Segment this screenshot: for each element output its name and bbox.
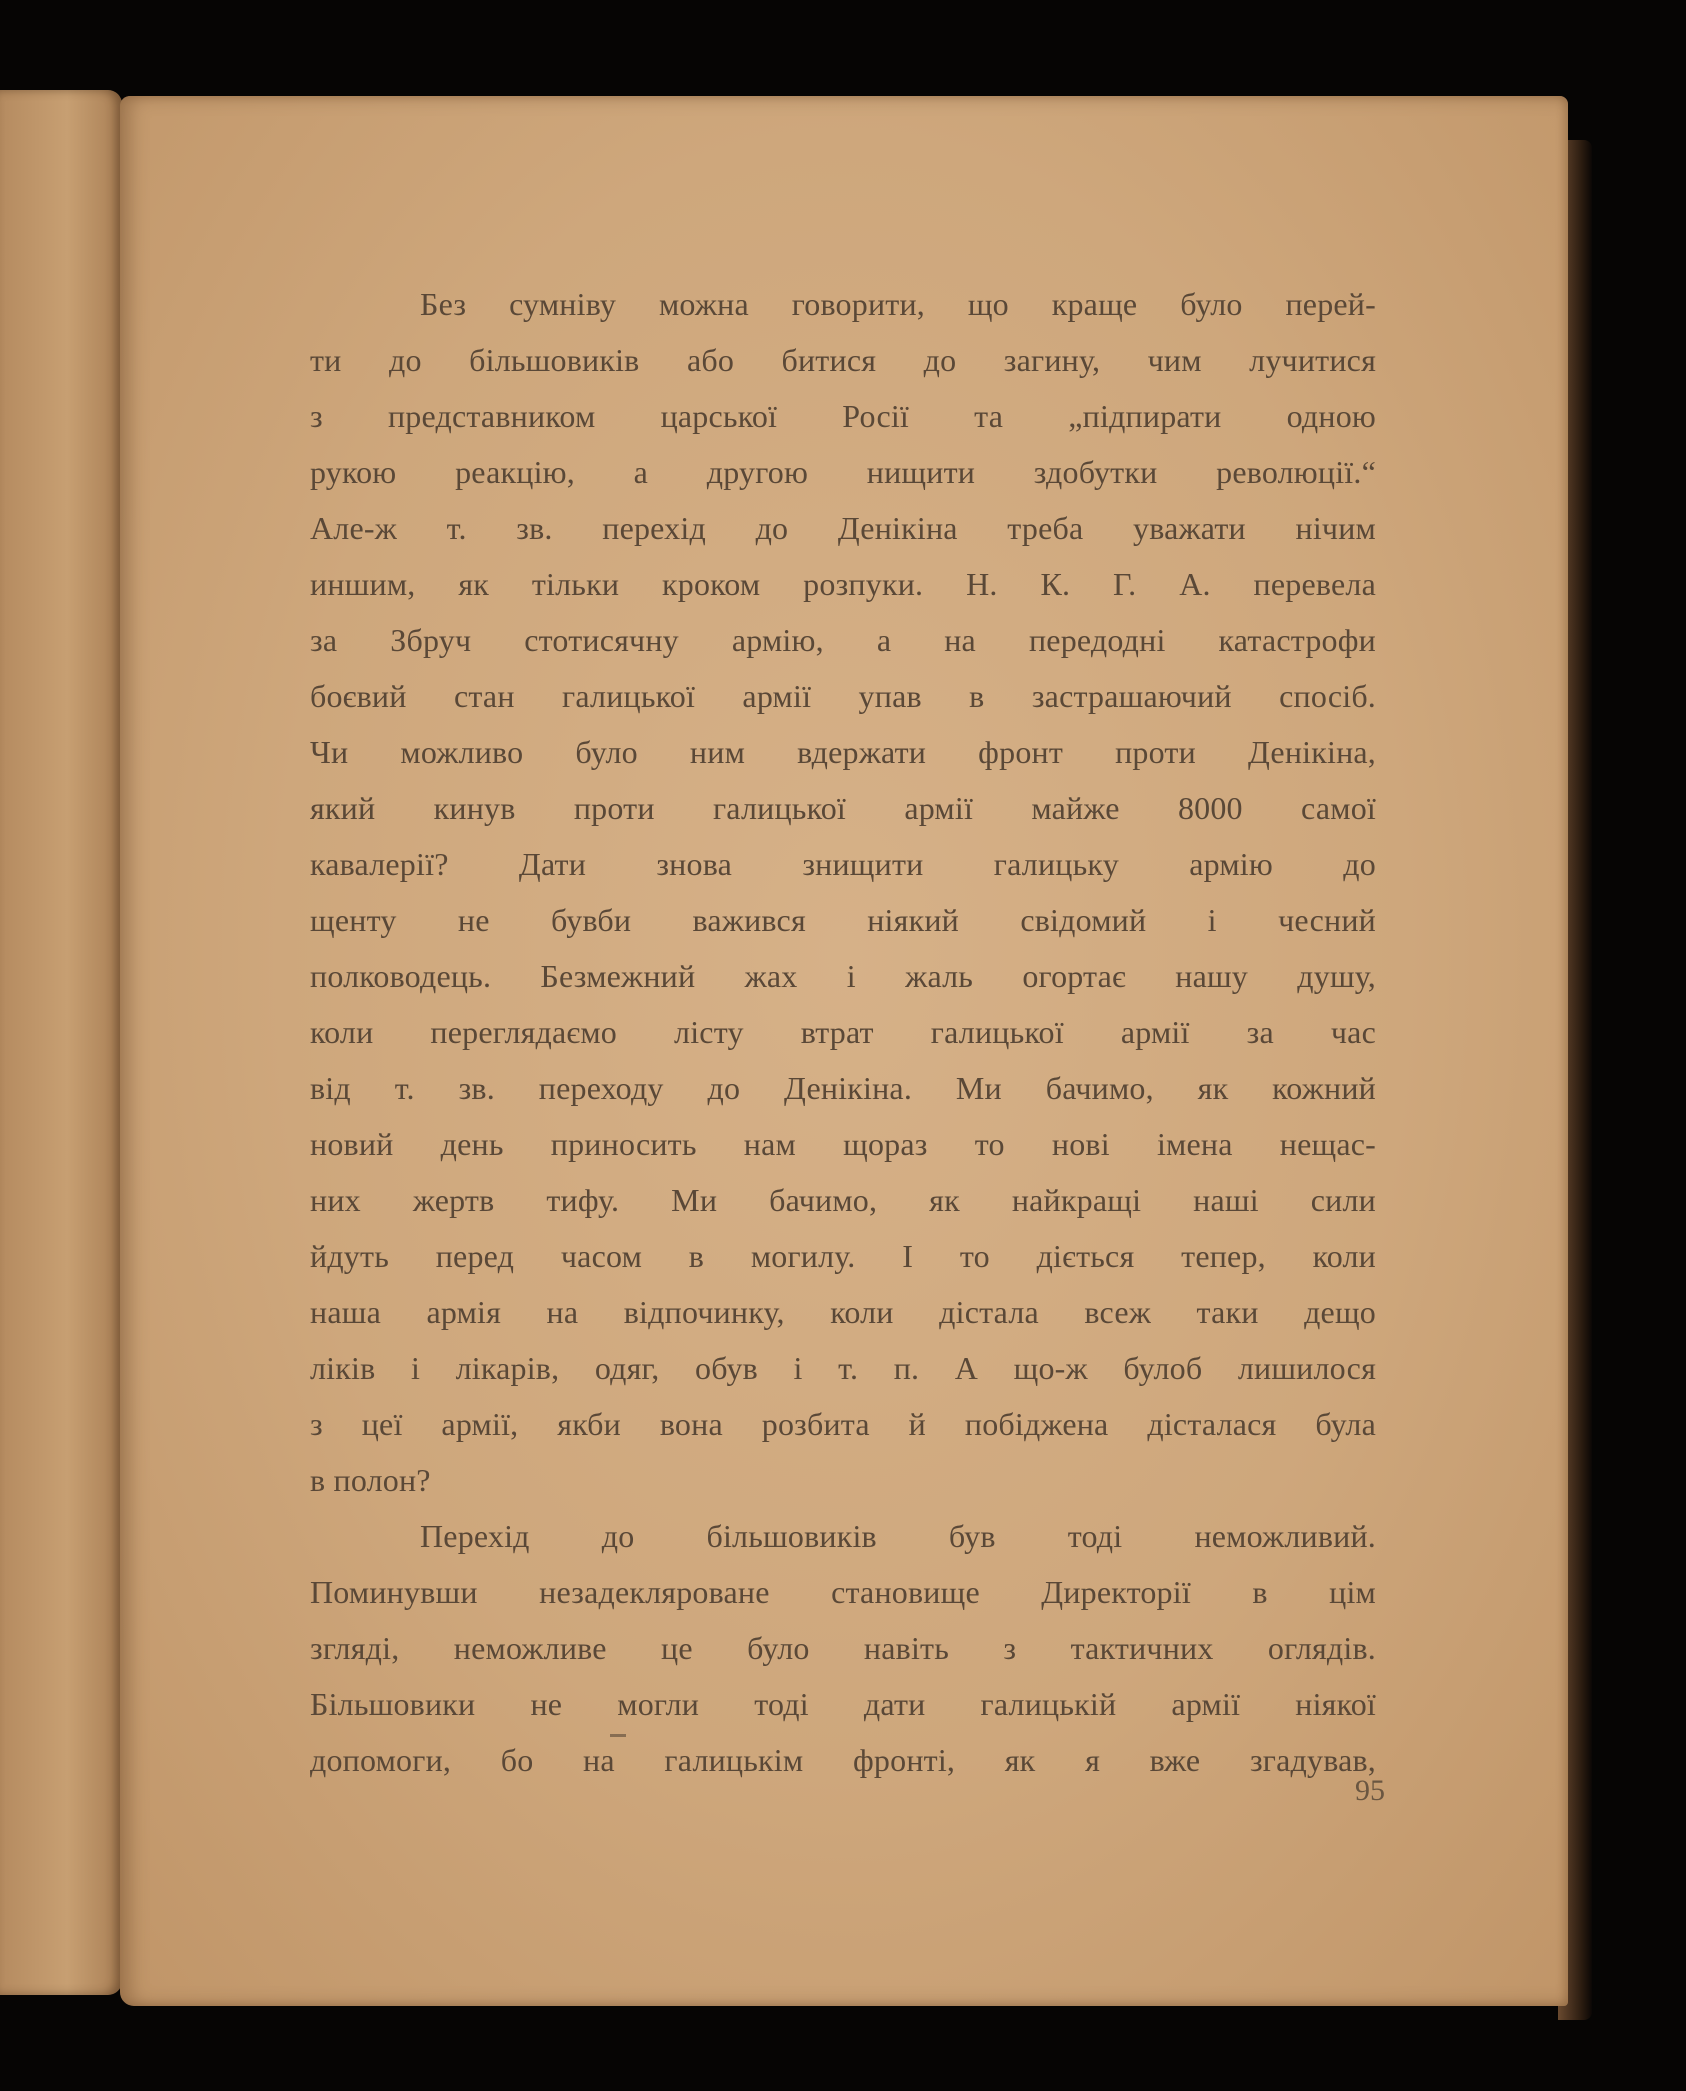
paragraph-1 xyxy=(310,276,1376,1508)
text-line: боєвий стан галицької армії упав в застрашаючий спосіб. xyxy=(310,678,1376,714)
text-line: з представником царської Росії та „підпирати одною xyxy=(310,398,1376,434)
left-page-edge xyxy=(0,90,122,1995)
text-line: кавалерії? Дати знова знищити галицьку армію до xyxy=(310,846,1376,882)
text-line: рукою реакцію, а другою нищити здобутки революції.“ xyxy=(310,454,1376,490)
text-line: щенту не бувби важився ніякий свідомий і чесний xyxy=(310,902,1376,938)
text-line: Перехід до більшовиків був тоді неможливий. xyxy=(420,1518,1376,1554)
page-number: 95 xyxy=(1355,1774,1385,1807)
text-line: Більшовики не могли тоді дати галицькій армії ніякої xyxy=(310,1686,1376,1722)
text-line: Але-ж т. зв. перехід до Денікіна треба уважати нічим xyxy=(310,510,1376,546)
text-line: наша армія на відпочинку, коли дістала всеж таки дещо xyxy=(310,1294,1376,1330)
text-line: ти до більшовиків або битися до загину, чим лучитися xyxy=(310,342,1376,378)
book-page xyxy=(120,96,1568,2006)
text-line: коли переглядаємо лісту втрат галицької армії за час xyxy=(310,1014,1376,1050)
text-line: в полон? xyxy=(310,1462,431,1498)
text-line: полководець. Безмежний жах і жаль огортає нашу душу, xyxy=(310,958,1376,994)
text-line: допомоги, бо на галицькім фронті, як я вже згадував, xyxy=(310,1742,1376,1778)
text-line: новий день приносить нам щораз то нові імена нещас- xyxy=(310,1126,1376,1162)
text-line: згляді, неможливе це було навіть з тактичних оглядів. xyxy=(310,1630,1376,1666)
text-line: них жертв тифу. Ми бачимо, як найкращі наші сили xyxy=(310,1182,1376,1218)
text-line: Чи можливо було ним вдержати фронт проти Денікіна, xyxy=(310,734,1376,770)
text-line: який кинув проти галицької армії майже 8000 самої xyxy=(310,790,1376,826)
text-line: иншим, як тільки кроком розпуки. Н. К. Г. А. перевела xyxy=(310,566,1376,602)
paragraph-2 xyxy=(310,1508,1376,1788)
text-line: Без сумніву можна говорити, що краще було перей- xyxy=(420,286,1376,322)
page-text xyxy=(310,276,1376,1788)
text-line: ліків і лікарів, одяг, обув і т. п. А що-ж булоб лишилося xyxy=(310,1350,1376,1386)
text-line: Поминувши незадекляроване становище Директорії в цім xyxy=(310,1574,1376,1610)
printer-dash-mark xyxy=(610,1734,626,1737)
text-line: від т. зв. переходу до Денікіна. Ми бачимо, як кожний xyxy=(310,1070,1376,1106)
text-line: йдуть перед часом в могилу. І то діється тепер, коли xyxy=(310,1238,1376,1274)
text-line: з цеї армії, якби вона розбита й побіджена дісталася була xyxy=(310,1406,1376,1442)
text-line: за Збруч стотисячну армію, а на передодні катастрофи xyxy=(310,622,1376,658)
